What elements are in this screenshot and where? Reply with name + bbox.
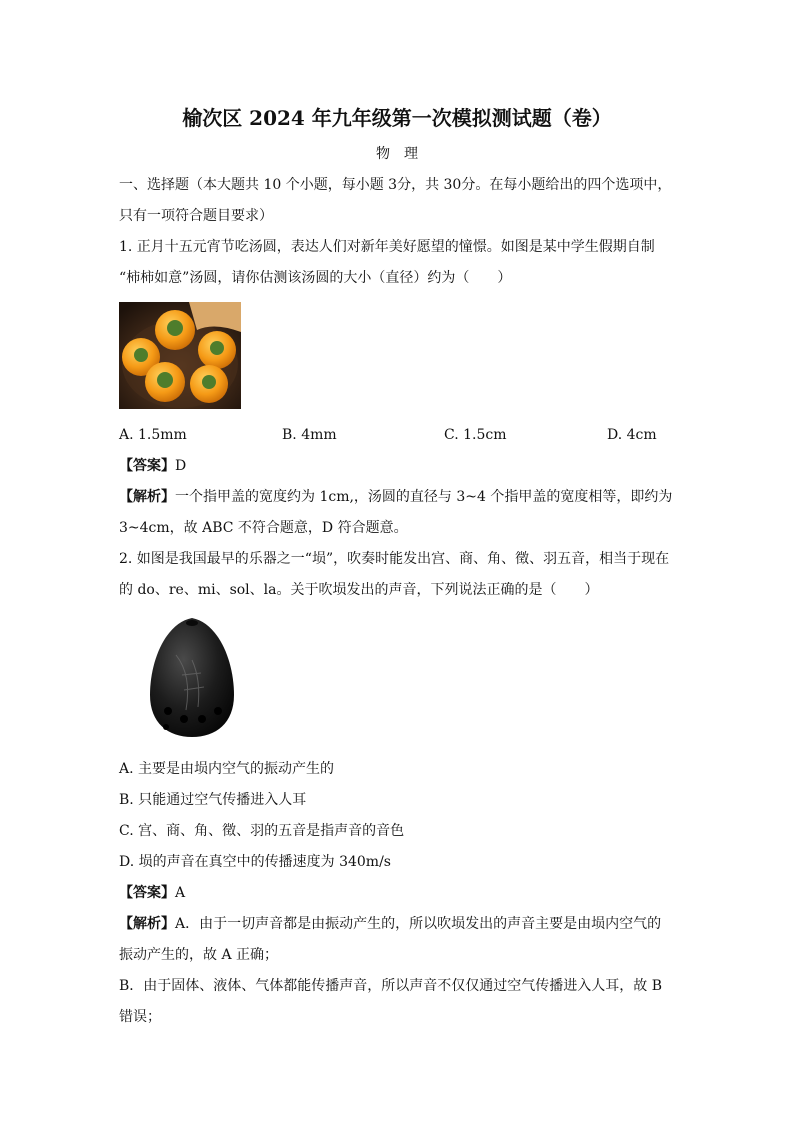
answer-tag: 【答案】 — [119, 885, 175, 901]
analysis-tag: 【解析】 — [119, 916, 175, 932]
question2-stem-line1: 2. 如图是我国最早的乐器之一“埙”，吹奏时能发出宫、商、角、徵、羽五音，相当于现在 — [119, 551, 670, 567]
section-instructions-line1: 一、选择题（本大题共 10 个小题，每小题 3分，共 30分。在每小题给出的四个选项中， — [119, 177, 672, 193]
question1-option-c: C. 1.5cm — [444, 427, 507, 443]
question2-analysis-line2: 振动产生的，故 A 正确； — [119, 947, 279, 963]
tangyuan-photo — [119, 302, 241, 409]
question2-option-d: D. 埙的声音在真空中的传播速度为 340m/s — [119, 854, 391, 870]
question2-stem-line2: 的 do、re、mi、sol、la。关于吹埙发出的声音，下列说法正确的是（ ） — [119, 582, 599, 598]
question2-option-b: B. 只能通过空气传播进入人耳 — [119, 792, 307, 808]
xun-illustration — [146, 615, 238, 741]
answer-value: A — [175, 885, 186, 901]
analysis-text: 一个指甲盖的宽度约为 1cm,，汤圆的直径与 3~4 个指甲盖的宽度相等，即约为 — [175, 489, 673, 505]
question1-answer — [119, 459, 186, 473]
question1-analysis-line1 — [119, 490, 672, 504]
question2-option-a: A. 主要是由埙内空气的振动产生的 — [119, 761, 335, 777]
xun-photo — [146, 615, 238, 741]
question1-option-a: A. 1.5mm — [119, 427, 187, 443]
question2-answer — [119, 886, 185, 900]
question1-option-b: B. 4mm — [282, 427, 337, 443]
question1-option-d: D. 4cm — [607, 427, 657, 443]
question2-analysis-line1 — [119, 917, 661, 931]
answer-value: D — [175, 458, 187, 474]
question2-option-c: C. 宫、商、角、徵、羽的五音是指声音的音色 — [119, 823, 405, 839]
question1-analysis-line2: 3~4cm，故 ABC 不符合题意，D 符合题意。 — [119, 520, 408, 536]
question1-stem-line1: 1. 正月十五元宵节吃汤圆，表达人们对新年美好愿望的憧憬。如图是某中学生假期自制 — [119, 239, 655, 255]
subject-heading: 物理 — [376, 146, 432, 162]
analysis-text: A．由于一切声音都是由振动产生的，所以吹埙发出的声音主要是由埙内空气的 — [175, 916, 662, 932]
tangyuan-illustration — [119, 302, 241, 409]
analysis-tag: 【解析】 — [119, 489, 175, 505]
question2-analysis-line4: 错误； — [119, 1009, 161, 1025]
question1-stem-line2: “柿柿如意”汤圆，请你估测该汤圆的大小（直径）约为（ ） — [119, 270, 512, 286]
section-instructions-line2: 只有一项符合题目要求） — [119, 208, 273, 224]
page-title: 榆次区 2024 年九年级第一次模拟测试题（卷） — [182, 106, 612, 130]
question2-analysis-line3: B．由于固体、液体、气体都能传播声音，所以声音不仅仅通过空气传播进入人耳，故 B — [119, 978, 663, 994]
answer-tag: 【答案】 — [119, 458, 175, 474]
